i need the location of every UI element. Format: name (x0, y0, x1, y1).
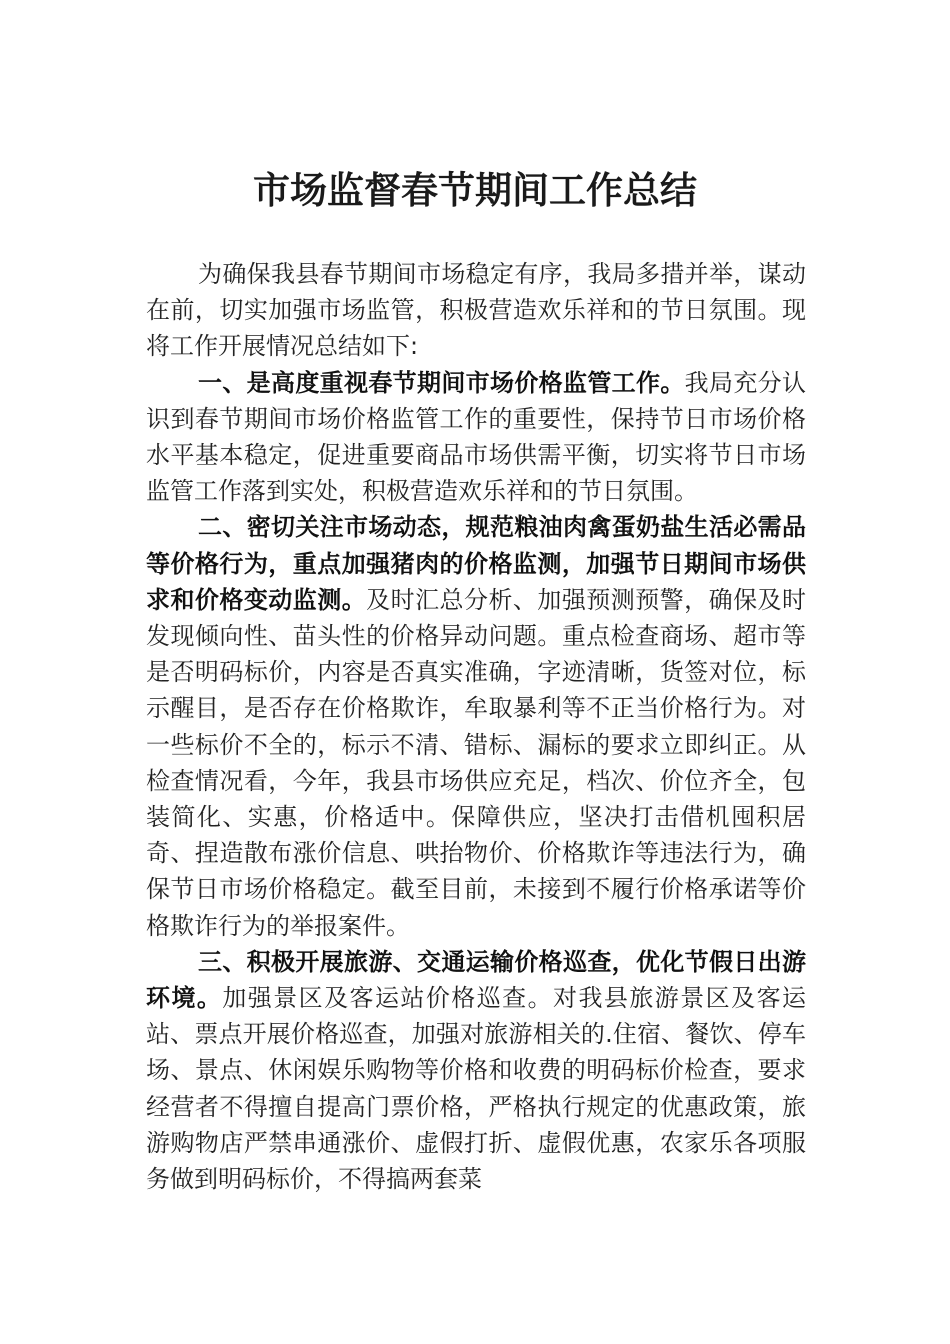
paragraph-section-2 (146, 509, 806, 943)
paragraph-text: 及时汇总分析、加强预测预警，确保及时发现倾向性、苗头性的价格异动问题。重点检查商场、超市等是否明码标价，内容是否真实准确，字迹清晰，货签对位，标示醒目，是否存在价格欺诈，牟取暴利等不正当价格行为。对一些标价不全的，标示不清、错标、漏标的要求立即纠正。从检查情况看，今年，我县市场供应充足，档次、价位齐全，包装简化、实惠，价格适中。保障供应，坚决打击借机囤积居奇、捏造散布涨价信息、哄抬物价、价格欺诈等违法行为，确保节日市场价格稳定。截至目前，未接到不履行价格承诺等价格欺诈行为的举报案件。 (146, 585, 807, 940)
paragraph-section-1 (146, 365, 806, 510)
document-body (146, 256, 806, 1197)
paragraph-text: 我局充分认识到春节期间市场价格监管工作的重要性，保持节日市场价格水平基本稳定，促进重要商品市场供需平衡，切实将节日市场监管工作落到实处，积极营造欢乐祥和的节日氛围。 (146, 368, 807, 506)
paragraph-lead: 三、积极开展旅游、交通运输价格巡查，优化节假日出游环境。 (146, 947, 806, 1013)
paragraph-text: 为确保我县春节期间市场稳定有序，我局多措并举，谋动在前，切实加强市场监管，积极营造欢乐祥和的节日氛围。现将工作开展情况总结如下: (146, 260, 806, 361)
document-title: 市场监督春节期间工作总结 (253, 168, 697, 212)
paragraph-section-3 (146, 944, 806, 1197)
paragraph-lead: 二、密切关注市场动态，规范粮油肉禽蛋奶盐生活必需品等价格行为，重点加强猪肉的价格监测，加强节日期间市场供求和价格变动监测。 (146, 513, 806, 614)
paragraph-text: 加强景区及客运站价格巡查。对我县旅游景区及客运站、票点开展价格巡查，加强对旅游相关的.住宿、餐饮、停车场、景点、休闲娱乐购物等价格和收费的明码标价检查，要求经营者不得擅自提高门票价格，严格执行规定的优惠政策，旅游购物店严禁串通涨价、虚假打折、虚假优惠，农家乐各项服务做到明码标价，不得搞两套菜 (146, 984, 807, 1194)
paragraph-lead: 一、是高度重视春节期间市场价格监管工作。 (198, 368, 685, 397)
paragraph-intro (146, 256, 806, 365)
